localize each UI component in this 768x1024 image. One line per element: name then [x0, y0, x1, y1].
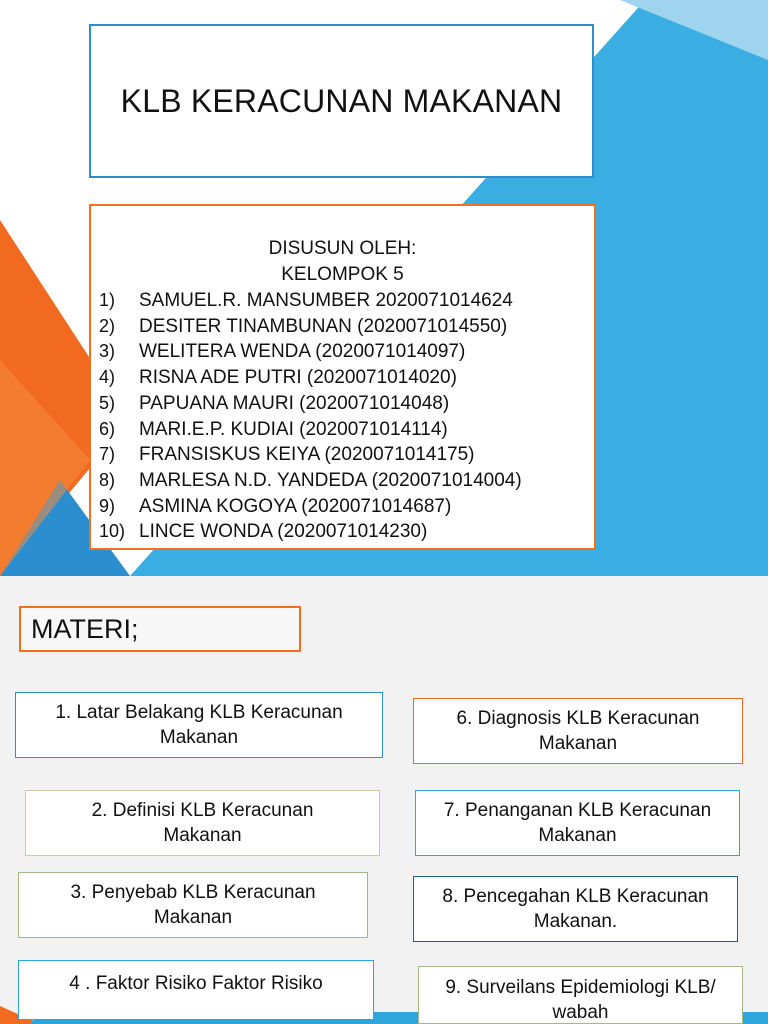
member-name: SAMUEL.R. MANSUMBER 2020071014624	[139, 290, 513, 311]
topic-label: 8. Pencegahan KLB Keracunan Makanan.	[442, 886, 709, 932]
list-item	[99, 519, 594, 545]
topic-scroll-6	[413, 698, 743, 764]
topic-scroll-1	[15, 692, 383, 758]
list-item	[99, 391, 594, 417]
materi-slide	[0, 580, 768, 1024]
list-item	[99, 442, 594, 468]
slide-title: KLB KERACUNAN MAKANAN	[120, 82, 563, 119]
member-name: RISNA ADE PUTRI (2020071014020)	[139, 367, 457, 389]
topic-scroll-2	[25, 790, 380, 856]
list-item	[99, 417, 594, 443]
list-item	[99, 365, 594, 391]
topic-scroll-4	[18, 960, 374, 1020]
item-number: 1)	[99, 290, 116, 310]
members-box	[89, 204, 596, 550]
list-item	[99, 314, 594, 340]
topic-label: 3. Penyebab KLB Keracunan Makanan	[70, 882, 316, 928]
materi-heading-box	[19, 606, 301, 652]
topic-label: 1. Latar Belakang KLB Keracunan Makanan	[55, 702, 343, 748]
topic-scroll-7	[415, 790, 740, 856]
item-number: 6)	[99, 418, 116, 439]
topic-label: 7. Penanganan KLB Keracunan Makanan	[443, 800, 712, 846]
topic-label: 4 . Faktor Risiko Faktor Risiko	[69, 973, 323, 994]
topic-label: 2. Definisi KLB Keracunan Makanan	[91, 800, 314, 846]
member-name: MARI.E.P. KUDIAI (2020071014114)	[139, 418, 448, 440]
member-name: ASMINA KOGOYA (2020071014687)	[139, 495, 452, 517]
item-number: 3)	[99, 341, 116, 362]
materi-heading: MATERI;	[31, 613, 139, 644]
list-item	[99, 288, 594, 314]
topic-label: 9. Surveilans Epidemiologi KLB/ wabah	[445, 977, 716, 1023]
item-number: 4)	[99, 367, 116, 388]
topic-scroll-9	[418, 966, 743, 1024]
topic-scroll-3	[18, 872, 368, 938]
item-number: 10)	[99, 521, 126, 542]
group-label: KELOMPOK 5	[281, 264, 404, 285]
list-item	[99, 339, 594, 365]
title-box	[89, 24, 594, 178]
list-item	[99, 494, 594, 520]
list-item	[99, 468, 594, 494]
item-number: 9)	[99, 495, 116, 516]
member-name: WELITERA WENDA (2020071014097)	[139, 341, 466, 363]
member-name: LINCE WONDA (2020071014230)	[139, 521, 428, 543]
item-number: 7)	[99, 444, 116, 465]
topic-label: 6. Diagnosis KLB Keracunan Makanan	[456, 708, 700, 754]
topic-scroll-8	[413, 876, 738, 942]
member-name: MARLESA N.D. YANDEDA (2020071014004)	[139, 469, 522, 491]
item-number: 2)	[99, 315, 116, 336]
members-list	[91, 288, 594, 545]
item-number: 8)	[99, 469, 116, 490]
member-name: DESITER TINAMBUNAN (2020071014550)	[139, 315, 508, 337]
compiled-by-label: DISUSUN OLEH:	[268, 238, 417, 259]
member-name: FRANSISKUS KEIYA (2020071014175)	[139, 444, 475, 466]
member-name: PAPUANA MAURI (2020071014048)	[139, 392, 450, 414]
item-number: 5)	[99, 392, 116, 413]
